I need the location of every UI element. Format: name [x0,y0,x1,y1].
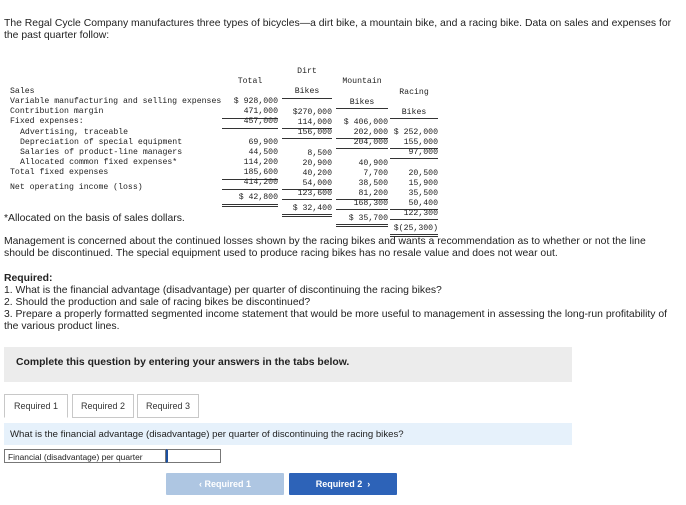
required-title: Required: [4,273,53,284]
required-item-1: 1. What is the financial advantage (disadvantage) per quarter of discontinuing the racing bikes? [4,285,442,296]
table-row: Salaries of product-line managers 114,200 40,200 38,500 35,500 [20,148,438,199]
next-button-label: Required 2 [315,479,363,489]
header-dirt-1: Dirt [297,67,317,77]
question-text: What is the financial advantage (disadvantage) per quarter of discontinuing the racing bikes? [10,429,404,440]
header-mountain-1: Mountain [342,77,382,87]
management-text: Management is concerned about the continued losses shown by the racing bikes and wants a recommendation as to whether or not the line should be discontinued. The special equipment used to produce racing bikes has no resale value and does not wear out. [4,236,646,259]
table-row: Advertising, traceable 69,900 8,500 40,900 20,500 [20,128,438,179]
instruction-panel [4,347,572,382]
question-bar [4,423,572,445]
tab-required-2[interactable]: Required 2 [72,394,134,418]
tab-required-3[interactable]: Required 3 [137,394,199,418]
header-racing-1: Racing [399,87,429,97]
problem-intro: The Regal Cycle Company manufactures three types of bicycles—a dirt bike, a mountain bike, and a racing bike. Data on sales and expenses for the past quarter follow: [4,18,672,41]
table-row: Total fixed expenses 414,200 123,600 168,300 122,300 [10,158,430,168]
chevron-right-icon: › [364,479,371,489]
chevron-left-icon: ‹ [198,479,202,489]
table-row: Variable manufacturing and selling expenses 471,000 114,000 202,000 155,000 [10,87,430,97]
table-row: Allocated common fixed expenses* 185,600 54,000 81,200 50,400 [10,148,430,158]
instruction-text: Complete this question by entering your answers in the tabs below. [16,357,350,368]
table-row: Net operating income (loss) $ 42,800 $ 32,400 $ 35,700 $(25,300) [10,173,430,183]
prev-button-label: Required 1 [204,479,252,489]
table-row: Contribution margin 457,000 156,000 204,000 97,000 [10,97,430,107]
header-racing-2: Bikes [390,108,438,119]
answer-input[interactable] [166,449,221,463]
table-row: Depreciation of special equipment 44,500 20,900 7,700 15,900 [20,138,438,189]
next-button[interactable] [289,473,397,495]
header-total: Total [237,77,263,87]
table-row: Sales $ 928,000 $270,000 $ 406,000 $ 252,000 [10,87,438,138]
footnote: *Allocated on the basis of sales dollars. [4,213,185,224]
answer-label: Financial (disadvantage) per quarter [4,449,166,463]
header-mountain-2: Bikes [336,98,388,109]
header-dirt-2: Bikes [282,87,332,98]
prev-button[interactable] [166,473,284,495]
required-item-3: 3. Prepare a properly formatted segmented income statement that would be more useful to management in assessing the long-run profitability of the various product lines. [4,309,668,332]
required-item-2: 2. Should the production and sale of racing bikes be discontinued? [4,297,311,308]
tab-required-1[interactable]: Required 1 [4,394,68,418]
table-row: Fixed expenses: [10,117,84,127]
